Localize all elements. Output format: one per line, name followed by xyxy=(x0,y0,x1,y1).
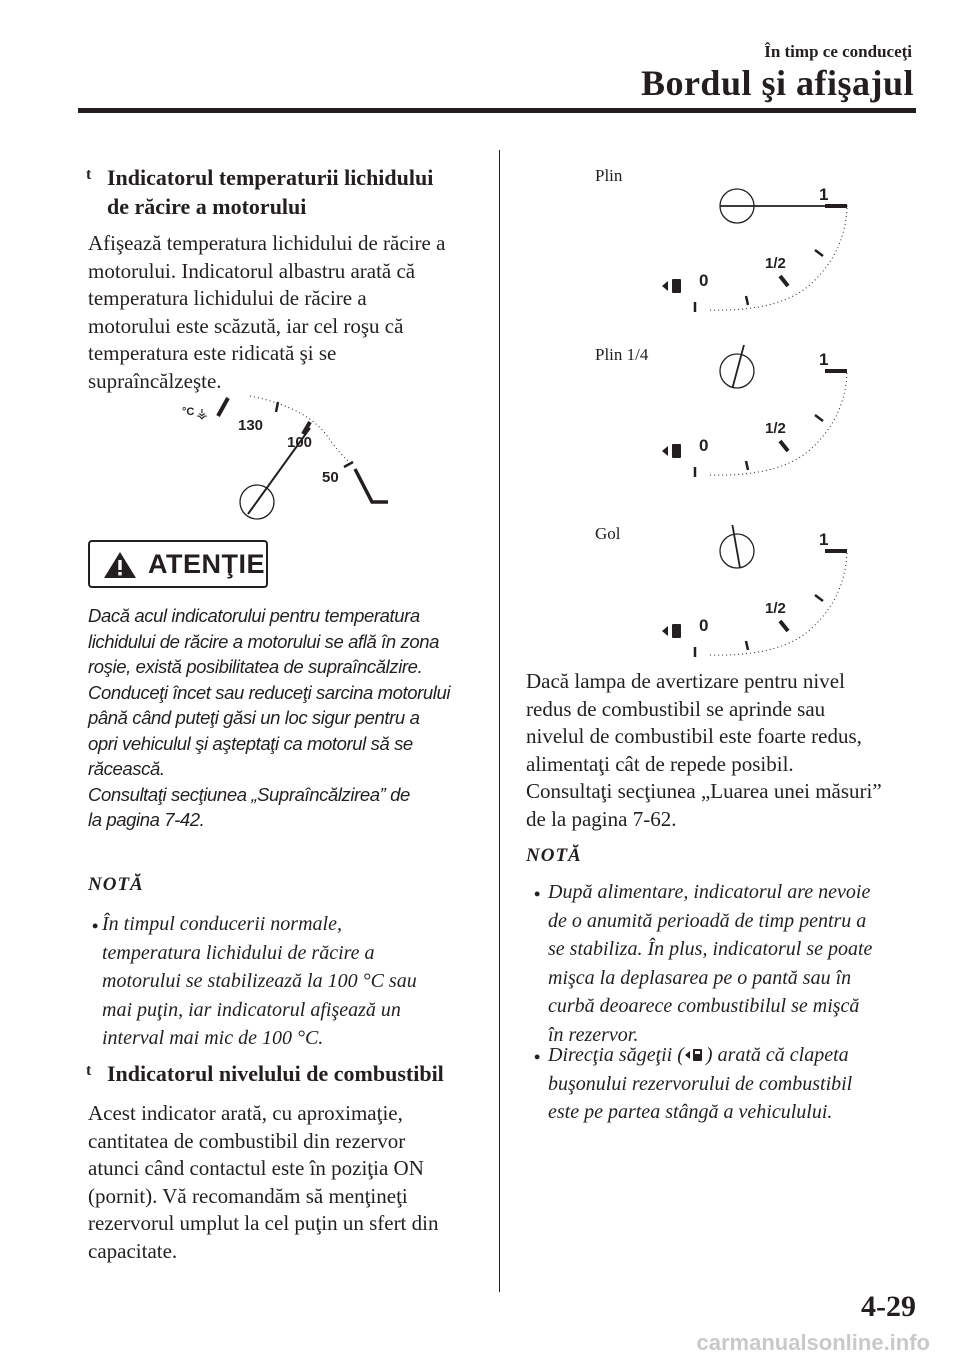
gauge-tick xyxy=(780,441,788,451)
page-title: Bordul şi afişajul xyxy=(640,63,914,103)
text-line: Afişează temperatura lichidului de răcire a xyxy=(88,231,446,255)
column-divider xyxy=(499,150,500,1292)
note-item xyxy=(102,910,417,1053)
text-line: redus de combustibil se aprinde sau xyxy=(526,696,826,721)
fuel-door-icon xyxy=(684,1047,706,1063)
text-line: la pagina 7-42. xyxy=(88,809,205,830)
warning-badge xyxy=(88,540,268,588)
bullet: • xyxy=(534,1047,541,1067)
gauge-label: 0 xyxy=(699,616,709,635)
text-line: opri vehiculul şi aşteptaţi ca motorul să se xyxy=(88,732,413,754)
gauge-label: 1 xyxy=(819,530,829,549)
bullet: • xyxy=(534,884,541,904)
fuel-gauge-quarter xyxy=(655,345,865,490)
text-line: capacitate. xyxy=(88,1238,178,1263)
header-rule xyxy=(78,108,916,113)
arrow-icon xyxy=(662,446,668,456)
gauge-needle xyxy=(733,345,766,387)
text-line: motorului. Indicatorul albastru arată că xyxy=(88,258,416,283)
text-line: În timpul conducerii normale, xyxy=(102,913,342,935)
fuel-pump-icon xyxy=(672,624,681,638)
text-line: răcească. xyxy=(88,758,165,779)
text-line: Consultaţi secţiunea „Supraîncălzirea” de xyxy=(88,783,410,805)
gauge-label: 1 xyxy=(819,185,829,204)
temp-heading-line: de răcire a motorului xyxy=(107,194,307,219)
text-line: buşonului rezervorului de combustibil xyxy=(548,1072,853,1095)
note-item xyxy=(548,878,872,1049)
gauge-label: 0 xyxy=(699,436,709,455)
text-line: lichidului de răcire a motorului se află în zona xyxy=(88,630,439,652)
text-line: alimentaţi cât de repede posibil. xyxy=(526,751,794,776)
text-line: supraîncălzeşte. xyxy=(88,368,222,393)
section-subtitle: În timp ce conduceţi xyxy=(764,42,912,61)
gauge-label: 50 xyxy=(322,469,339,486)
gauge-tick xyxy=(780,621,788,631)
section-marker: t xyxy=(86,1062,92,1079)
gauge-label: 1/2 xyxy=(765,600,786,617)
gauge-tick-max xyxy=(218,398,228,416)
lowfuel-description xyxy=(526,668,882,833)
text-fragment: Direcţia săgeţii ( xyxy=(548,1044,684,1066)
text-line: curbă deoarece combustibilul se mişcă xyxy=(548,995,860,1017)
arrow-icon xyxy=(662,281,668,291)
text-line: atunci când contactul este în poziţia ON xyxy=(88,1156,424,1180)
coolant-icon: ⚶ xyxy=(196,405,208,421)
warning-text xyxy=(88,603,488,833)
text-line: După alimentare, indicatorul are nevoie xyxy=(548,881,871,903)
text-line: mişca la deplasarea pe o pantă sau în xyxy=(548,966,852,989)
gauge-unit: °C xyxy=(182,406,195,418)
text-line: este pe partea stângă a vehiculului. xyxy=(548,1101,833,1123)
temp-description xyxy=(88,230,445,395)
gauge-caption: Gol xyxy=(595,524,621,543)
bullet: • xyxy=(92,916,99,936)
text-line: (pornit). Vă recomandăm să menţineţi xyxy=(88,1183,408,1208)
temp-heading-line: Indicatorul temperaturii lichidului xyxy=(107,165,434,190)
section-marker: t xyxy=(86,166,92,183)
text-line xyxy=(548,1041,852,1070)
gauge-tick xyxy=(746,461,748,470)
temp-heading xyxy=(107,163,433,221)
text-line: Dacă acul indicatorului pentru temperatura xyxy=(88,605,420,626)
gauge-tick xyxy=(780,276,788,286)
text-line: de la pagina 7-62. xyxy=(526,806,677,831)
gauge-tick xyxy=(746,641,748,650)
gauge-label: 100 xyxy=(287,434,313,451)
text-line: până când puteţi găsi un loc sigur pentru a xyxy=(88,707,420,728)
note-item xyxy=(548,1041,852,1127)
gauge-caption: Plin 1/4 xyxy=(595,345,649,364)
text-line: de o anumită perioadă de timp pentru a xyxy=(548,909,867,932)
gauge-tick xyxy=(815,595,823,601)
watermark: carmanualsonline.info xyxy=(696,1330,930,1355)
fuel-heading: Indicatorul nivelului de combustibil xyxy=(107,1061,444,1086)
page-number: 4-29 xyxy=(861,1290,916,1323)
text-line: cantitatea de combustibil din rezervor xyxy=(88,1128,406,1153)
text-line: roşie, există posibilitatea de supraîncălzire. xyxy=(88,656,423,677)
fuel-pump-icon xyxy=(672,444,681,458)
text-line: rezervorul umplut la cel puţin un sfert din xyxy=(88,1211,439,1235)
text-line: temperatura lichidului de răcire a xyxy=(102,941,375,964)
gauge-label: 130 xyxy=(238,417,264,434)
text-line: Dacă lampa de avertizare pentru nivel xyxy=(526,669,845,693)
text-line: nivelul de combustibil este foarte redus, xyxy=(526,724,862,748)
gauge-tick xyxy=(815,415,823,421)
text-line: motorului se stabilizează la 100 °C sau xyxy=(102,970,417,992)
fuel-description xyxy=(88,1100,438,1265)
text-line: motorului este scăzută, iar cel roşu că xyxy=(88,313,404,338)
text-line: interval mai mic de 100 °C. xyxy=(102,1027,324,1049)
gauge-label: 1/2 xyxy=(765,255,786,272)
text-line: Conduceţi încet sau reduceţi sarcina motorului xyxy=(88,681,451,703)
text-line: Consultaţi secţiunea „Luarea unei măsuri” xyxy=(526,779,882,803)
gauge-tick xyxy=(815,250,823,256)
text-line: în rezervor. xyxy=(548,1023,639,1046)
text-line: se stabiliza. În plus, indicatorul se poate xyxy=(548,938,873,960)
gauge-label: 1 xyxy=(819,350,829,369)
warning-triangle-icon xyxy=(102,550,138,580)
text-line: temperatura este ridicată şi se xyxy=(88,341,337,365)
fuel-gauge-full xyxy=(655,180,865,320)
temperature-gauge xyxy=(170,390,390,525)
text-fragment: ) arată că clapeta xyxy=(705,1044,849,1066)
gauge-tick xyxy=(746,296,748,305)
text-line: Acest indicator arată, cu aproximaţie, xyxy=(88,1101,403,1125)
warning-title: ATENŢIE xyxy=(148,549,265,579)
gauge-caption: Plin xyxy=(595,166,623,185)
gauge-label: 1/2 xyxy=(765,420,786,437)
note-label: NOTĂ xyxy=(88,874,144,895)
gauge-tick-min xyxy=(355,469,388,502)
gauge-label: 0 xyxy=(699,271,709,290)
fuel-pump-icon xyxy=(672,279,681,293)
fuel-gauge-empty xyxy=(655,525,865,665)
text-line: mai puţin, iar indicatorul afişează un xyxy=(102,998,401,1021)
arrow-icon xyxy=(662,626,668,636)
note-label: NOTĂ xyxy=(526,845,582,866)
text-line: temperatura lichidului de răcire a xyxy=(88,286,367,310)
